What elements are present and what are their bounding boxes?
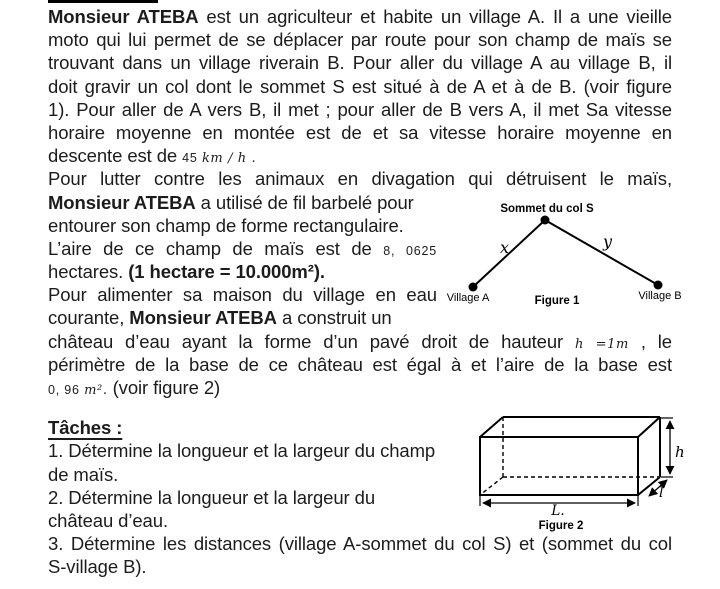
text-line: moto qui lui permet de se déplacer par route pour son champ de maïs se <box>48 29 672 51</box>
task-1-line-2: de maïs. <box>48 463 119 485</box>
box-hidden-depth-edge <box>480 477 503 495</box>
text-line: Pour alimenter sa maison du village en eau <box>48 284 437 306</box>
text-line <box>48 306 437 329</box>
text-run: château d’eau ayant la forme d’un pavé droit de hauteur <box>48 330 576 352</box>
text-run: descente est de <box>48 145 183 167</box>
bold-run: Monsieur ATEBA <box>129 307 277 329</box>
figure-1-drawing <box>438 197 708 312</box>
base-area-unit: m². <box>84 383 108 398</box>
bold-run: (1 hectare = 10.000m²). <box>128 261 325 283</box>
box-top-right-edge <box>638 417 660 437</box>
tower-paragraph <box>48 330 672 400</box>
intro-paragraph <box>48 5 672 167</box>
village-a-label: Village A <box>446 292 490 304</box>
village-a-dot <box>469 283 478 292</box>
base-area-value: 0, 96 <box>48 383 85 397</box>
text-line: Pour lutter contre les animaux en divagation qui détruisent le maïs, <box>48 168 672 190</box>
text-line: entourer son champ de forme rectangulaire. <box>48 214 404 236</box>
depth-arrow <box>649 480 667 496</box>
depth-label: l <box>659 485 664 501</box>
height-label: h <box>675 443 685 461</box>
village-b-dot <box>654 281 663 290</box>
edge-y-label: y <box>603 232 613 251</box>
height-value: h =1m <box>575 336 629 352</box>
top-rule <box>48 0 158 3</box>
text-line <box>48 5 672 28</box>
summit-label: Sommet du col S <box>500 203 594 215</box>
speed-value: 45 <box>182 151 202 166</box>
tasks-heading: Tâches : <box>48 417 123 439</box>
text-run: hectares. <box>48 261 129 283</box>
task-2-line-1: 2. Détermine la longueur et la largeur du <box>48 486 376 508</box>
text-run: a construit un <box>276 307 392 329</box>
text-run: L’aire de ce champ de maïs est de <box>48 237 384 259</box>
box-bottom-right-edge <box>638 477 660 495</box>
text-line <box>48 330 672 353</box>
text-line: doit gravir un col dont le sommet S est situé à de A et à de B. (voir figure <box>48 75 672 97</box>
text-line: horaire moyenne en montée est de et sa vitesse horaire moyenne en <box>48 121 672 143</box>
length-label: L. <box>551 503 565 519</box>
speed-unit: km / h . <box>201 151 257 167</box>
text-run: (voir figure 2) <box>107 377 221 398</box>
text-line: 1). Pour aller de A vers B, il met ; pour aller de B vers A, il met Sa vitesse <box>48 98 672 120</box>
text-line <box>48 191 437 214</box>
summit-dot <box>541 216 550 225</box>
box-front-face <box>480 437 638 495</box>
task-3-line-1: 3. Détermine les distances (village A-sommet du col S) et (sommet du col <box>48 533 672 555</box>
text-run: courante, <box>48 307 130 329</box>
text-line <box>48 144 672 167</box>
text-run: , le <box>628 330 672 352</box>
bold-run: Monsieur ATEBA <box>48 6 199 27</box>
edge-x-label: x <box>500 238 510 257</box>
village-b-label: Village B <box>638 290 682 302</box>
figure-2-drawing <box>456 405 720 535</box>
task-3-line-2: S-village B). <box>48 556 147 578</box>
text-run: est un agriculteur et habite un village A. Il a une vieille <box>198 6 672 27</box>
figure-1-caption: Figure 1 <box>534 295 580 307</box>
box-top-left-edge <box>480 417 503 437</box>
figure-2-caption: Figure 2 <box>538 520 584 532</box>
slope-line-right <box>545 220 658 285</box>
text-line <box>48 260 437 283</box>
text-run: a utilisé de fil barbelé pour <box>195 191 414 213</box>
bold-run: Monsieur ATEBA <box>48 191 196 213</box>
task-1-line-1: 1. Détermine la longueur et la largeur du champ <box>48 440 436 462</box>
text-line <box>48 376 672 399</box>
text-line <box>48 237 437 260</box>
area-value: 8, 0625 <box>383 243 438 258</box>
figure-2 <box>456 405 720 535</box>
text-line: périmètre de la base de ce château est égal à et l’aire de la base est <box>48 353 672 375</box>
task-2-line-2: château d’eau. <box>48 509 168 531</box>
text-line: trouvant dans un village riverain B. Pour aller du village A au village B, il <box>48 52 672 74</box>
figure-1 <box>438 197 708 312</box>
